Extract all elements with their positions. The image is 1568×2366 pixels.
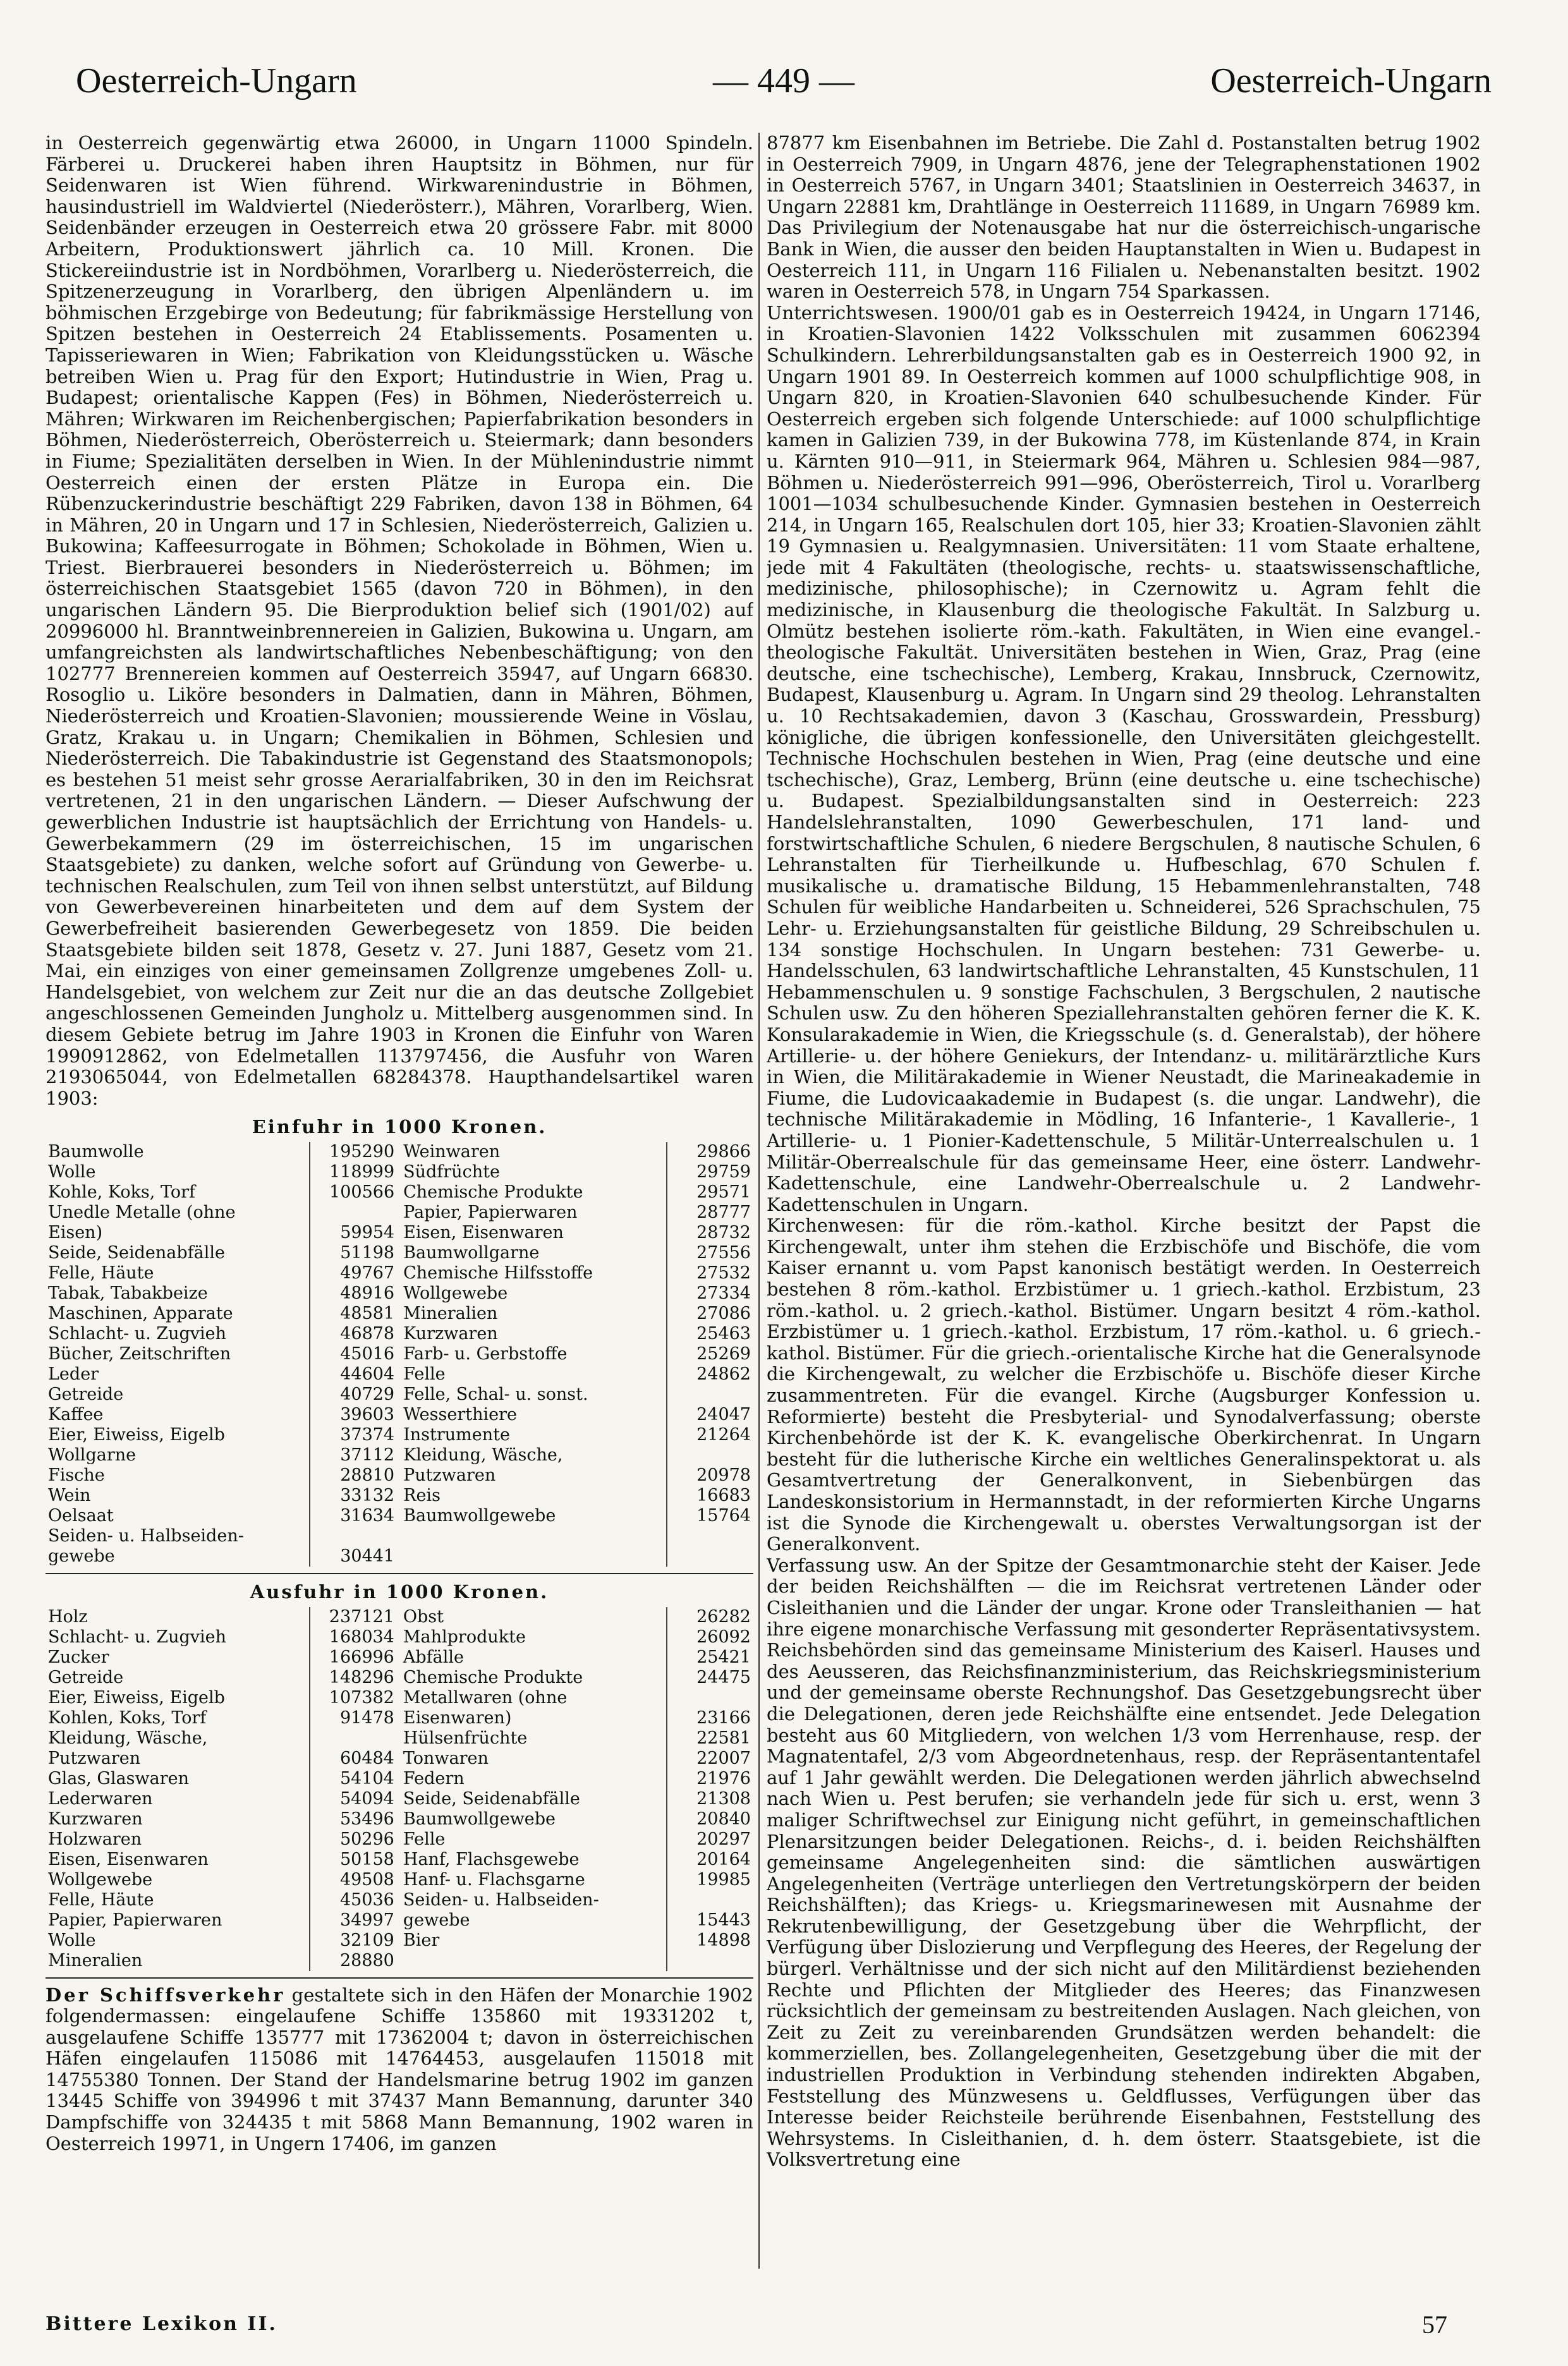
trade-item-value (667, 1546, 753, 1567)
trade-item-name: Eisen, Eisenwaren (48, 1849, 209, 1869)
trade-item-value: 195290 (310, 1142, 401, 1162)
constitution-paragraph: Verfassung usw. An der Spitze der Gesamtmonarchie steht der Kaiser. Jede der beiden Reichshälften — die im Reichsrat vertretenen Länder oder Cisleithanien und die Länder der ungar. Krone oder Transleithanien — hat ihre eigene monarchische Verfassung mit gesonderter Repräsentativsystem. Reichsbehörden sind das gemeinsame Ministerium des Kaiserl. Hauses und des Aeusseren, das Reichsfinanzministerium, das Reichskriegsministerium und der gemeinsame oberste Rechnungshof. Das Gesetzgebungsrecht über die Delegationen, deren jede Reichshälfte eine entsendet. Jede Delegation besteht aus 60 Mitgliedern, von welchen 1/3 vom Herrenhause, resp. der Magnatentafel, 2/3 vom Abgeordnetenhaus, resp. der Repräsentantentafel auf 1 Jahr gewählt werden. Die Delegationen werden jährlich abwechselnd nach Wien u. Pest berufen; sie verhandeln jede für sich u. erst, wenn 3 maliger Schriftwechsel zur Einigung nicht geführt, in gemeinschaftlichen Plenarsitzungen beider Delegationen. Reichs-, d. i. beiden Reichshälften gemeinsame Angelegenheiten sind: die sämtlichen auswärtigen Angelegenheiten (Verträge unterliegen den Vertretungskörpern der beiden Reichshälften); das Kriegs- u. Kriegsmarinewesen mit Ausnahme der Rekrutenbewilligung, der Gesetzgebung über die Wehrpflicht, der Verfügung über Dislozierung und Verpflegung des Heeres, der Regelung der bürgerl. Verhältnisse und der sich nicht auf den Militärdienst beziehenden Rechte und Pflichten der Mitglieder des Heeres; das Finanzwesen rücksichtlich der gemeinsam zu bestreitenden Auslagen. Nach gleichen, von Zeit zu Zeit zu vereinbarenden Grundsätzen werden behandelt: die kommerziellen, bes. Zollangelegenheiten, Gesetzgebung über die mit der industriellen Produktion in Verbindung stehenden indirekten Abgaben, Feststellung des Münzwesens u. Geldflusses, Verfügungen über das Interesse beider Reichsteile berührende Eisenbahnen, Feststellung des Wehrsystems. In Cisleithanien, d. h. dem österr. Staatsgebiete, ist die Volksvertretung eine (767, 1554, 1481, 2171)
trade-item-name: Seide, Seidenabfälle (403, 1788, 580, 1809)
table-divider (46, 1573, 753, 1574)
trade-item-name: Tonwaren (403, 1748, 489, 1768)
trade-item-value (667, 1890, 753, 1910)
table-row (46, 1809, 753, 1829)
trade-item-name (401, 1951, 667, 1971)
trade-item-value: 31634 (310, 1506, 401, 1526)
trade-item-value: 45036 (310, 1890, 401, 1910)
trade-item-value: 168034 (310, 1627, 401, 1647)
trade-item-name: Wolle (48, 1930, 96, 1950)
trade-item-value: 23166 (667, 1708, 753, 1728)
trade-item-value: 148296 (310, 1668, 401, 1688)
trade-item-value: 27556 (667, 1243, 753, 1263)
trade-item-name: Hanf, Flachsgewebe (403, 1849, 580, 1869)
trade-item-value: 28880 (310, 1951, 401, 1971)
trade-item-value: 37374 (310, 1425, 401, 1445)
trade-item-name: Baumwollgarne (403, 1242, 540, 1263)
trade-item-name: Oelsaat (48, 1505, 114, 1526)
trade-item-value: 237121 (310, 1607, 401, 1627)
table-row (46, 1931, 753, 1951)
trade-item-name: Kurzwaren (48, 1809, 143, 1829)
table-row (46, 1203, 753, 1223)
right-column (767, 133, 1481, 2300)
trade-item-name: Lederwaren (48, 1788, 153, 1809)
table-row (46, 1668, 753, 1688)
trade-item-value: 25463 (667, 1324, 753, 1344)
trade-item-value: 29571 (667, 1182, 753, 1203)
trade-item-value: 28777 (667, 1203, 753, 1223)
trade-item-name: Metallwaren (ohne (403, 1687, 568, 1708)
trade-item-name: Papier, Papierwaren (403, 1202, 578, 1222)
shipping-text: gestaltete sich in den Häfen der Monarchie 1902 folgendermassen: eingelaufene Schiffe 135860 mit 19331202 t, ausgelaufene Schiffe 135777 mit 17362004 t; davon in österreichischen Häfen eingelaufen 115086 mit 14764453, ausgelaufen 115018 mit 14755380 Tonnen. Der Stand der Handelsmarine betrug 1902 im ganzen 13445 Schiffe von 394996 t mit 37437 Mann Bemannung, darunter 340 Dampfschiffe von 324435 t mit 5868 Mann Bemannung, 1902 waren in Oesterreich 19971, in Ungern 17406, im ganzen (46, 1984, 753, 2154)
trade-item-value: 60484 (310, 1749, 401, 1769)
trade-item-name: Mineralien (48, 1950, 143, 1970)
trade-item-value: 46878 (310, 1324, 401, 1344)
table-row (46, 1607, 753, 1627)
trade-item-value: 166996 (310, 1647, 401, 1668)
table-row (46, 1385, 753, 1405)
trade-item-name: Eier, Eiweiss, Eigelb (48, 1424, 225, 1445)
table-row (46, 1324, 753, 1344)
trade-item-name: Bier (403, 1930, 440, 1950)
trade-item-name: Fische (48, 1465, 105, 1485)
trade-item-value: 27532 (667, 1263, 753, 1283)
table-row (46, 1749, 753, 1769)
trade-item-value: 37112 (310, 1445, 401, 1465)
trade-item-value: 48916 (310, 1283, 401, 1304)
trade-item-name: gewebe (48, 1546, 115, 1566)
table-row (46, 1850, 753, 1870)
trade-item-value: 20297 (667, 1829, 753, 1850)
trade-item-value: 14898 (667, 1931, 753, 1951)
header-left-title: Oesterreich-Ungarn (76, 61, 357, 100)
trade-item-name: Leder (48, 1364, 99, 1384)
trade-item-value: 44604 (310, 1364, 401, 1385)
trade-item-value: 34997 (310, 1910, 401, 1931)
trade-item-value: 19985 (667, 1870, 753, 1890)
trade-item-name: Eier, Eiweiss, Eigelb (48, 1687, 225, 1708)
trade-item-name: Bücher, Zeitschriften (48, 1344, 231, 1364)
trade-item-name: Chemische Produkte (403, 1667, 583, 1687)
trade-item-value: 15764 (667, 1506, 753, 1526)
trade-item-value: 25421 (667, 1647, 753, 1668)
trade-item-name: Wesserthiere (403, 1404, 517, 1424)
trade-item-value: 20164 (667, 1850, 753, 1870)
trade-item-value: 49508 (310, 1870, 401, 1890)
trade-item-value: 24475 (667, 1668, 753, 1688)
trade-item-value (310, 1203, 401, 1223)
trade-item-name: Felle, Schal- u. sonst. (403, 1384, 588, 1404)
table-row (46, 1526, 753, 1546)
table-row (46, 1142, 753, 1162)
export-table (46, 1607, 753, 1971)
trade-item-name: Eisen) (48, 1222, 103, 1242)
trade-item-name: Getreide (48, 1667, 124, 1687)
trade-item-value (667, 1445, 753, 1465)
trade-item-value: 24862 (667, 1364, 753, 1385)
trade-item-name: Kleidung, Wäsche, (403, 1445, 563, 1465)
trade-item-name: Putzwaren (48, 1748, 141, 1768)
table-row (46, 1728, 753, 1749)
trade-item-name: Maschinen, Apparate (48, 1303, 233, 1323)
trade-item-value: 28732 (667, 1223, 753, 1243)
table-row (46, 1364, 753, 1385)
trade-item-value: 21976 (667, 1769, 753, 1789)
table-row (46, 1688, 753, 1708)
transport-paragraph: 87877 km Eisenbahnen im Betriebe. Die Zahl d. Postanstalten betrug 1902 in Oesterreich 7909, in Ungarn 4876, jene der Telegraphenstationen 1902 in Oesterreich 5767, in Ungarn 3401; Staatslinien in Oesterreich 34637, in Ungarn 22881 km, Drahtlänge in Oesterreich 111689, in Ungarn 76989 km. Das Privilegium der Notenausgabe hat nur die österreichisch-ungarische Bank in Wien, die ausser den beiden Hauptanstalten in Wien u. Budapest in Oesterreich 111, in Ungarn 116 Filialen u. Nebenanstalten besitzt. 1902 waren in Oesterreich 578, in Ungarn 754 Sparkassen. (767, 133, 1481, 303)
trade-item-name: Wollgewebe (48, 1869, 153, 1890)
table-row (46, 1506, 753, 1526)
table-row (46, 1870, 753, 1890)
trade-item-name: Kaffee (48, 1404, 104, 1424)
table-row (46, 1910, 753, 1931)
trade-item-value: 48581 (310, 1304, 401, 1324)
table-row (46, 1425, 753, 1445)
trade-item-value: 22007 (667, 1749, 753, 1769)
trade-item-value: 29866 (667, 1142, 753, 1162)
trade-item-name: Südfrüchte (403, 1162, 500, 1182)
trade-item-name: Wollgarne (48, 1445, 137, 1465)
trade-item-name: Seiden- u. Halbseiden- (48, 1526, 244, 1546)
shipping-lead: Der Schiffsverkehr (46, 1984, 286, 2006)
trade-item-name: Felle (403, 1364, 446, 1384)
running-header (76, 61, 1492, 118)
trade-item-name: Seide, Seidenabfälle (48, 1242, 226, 1263)
table-row (46, 1647, 753, 1668)
header-right-title: Oesterreich-Ungarn (1210, 61, 1492, 100)
trade-item-value: 21308 (667, 1789, 753, 1809)
trade-item-name: Baumwolle (48, 1141, 144, 1162)
trade-item-value: 27086 (667, 1304, 753, 1324)
trade-item-name: Wein (48, 1485, 91, 1505)
trade-item-name: Mahlprodukte (403, 1627, 526, 1647)
trade-item-value: 118999 (310, 1162, 401, 1182)
trade-item-name: Wolle (48, 1162, 96, 1182)
trade-item-value (310, 1728, 401, 1749)
trade-item-name: Hanf- u. Flachsgarne (403, 1869, 585, 1890)
trade-item-name: Weinwaren (403, 1141, 501, 1162)
trade-item-value: 53496 (310, 1809, 401, 1829)
table-row (46, 1829, 753, 1850)
trade-item-value: 32109 (310, 1931, 401, 1951)
table-row (46, 1890, 753, 1910)
trade-item-name: Felle, Häute (48, 1890, 154, 1910)
table-row (46, 1546, 753, 1567)
trade-item-name: Abfälle (403, 1647, 464, 1667)
trade-item-name: Hülsenfrüchte (403, 1728, 528, 1748)
trade-item-value: 107382 (310, 1688, 401, 1708)
trade-item-value: 54094 (310, 1789, 401, 1809)
trade-item-name: Unedle Metalle (ohne (48, 1202, 236, 1222)
table-row (46, 1951, 753, 1971)
trade-item-name: Felle, Häute (48, 1263, 154, 1283)
trade-item-name: Eisen, Eisenwaren (403, 1222, 564, 1242)
table-row (46, 1162, 753, 1182)
trade-item-value: 22581 (667, 1728, 753, 1749)
trade-item-value: 40729 (310, 1385, 401, 1405)
table-row (46, 1243, 753, 1263)
trade-item-name: Putzwaren (403, 1465, 496, 1485)
table-row (46, 1283, 753, 1304)
trade-item-name: Getreide (48, 1384, 124, 1404)
trade-item-name: Tabak, Tabakbeize (48, 1283, 208, 1303)
trade-item-value (667, 1385, 753, 1405)
trade-item-name: Zucker (48, 1647, 109, 1667)
trade-item-value: 91478 (310, 1708, 401, 1728)
trade-item-name: Reis (403, 1485, 441, 1505)
table-row (46, 1445, 753, 1465)
trade-item-name: Mineralien (403, 1303, 498, 1323)
table-row (46, 1789, 753, 1809)
trade-item-value: 24047 (667, 1405, 753, 1425)
trade-item-value: 59954 (310, 1223, 401, 1243)
trade-item-name: Chemische Hilfsstoffe (403, 1263, 593, 1283)
trade-item-name: Schlacht- u. Zugvieh (48, 1627, 227, 1647)
footer-sheet-number: 57 (1422, 2310, 1447, 2339)
trade-item-name (401, 1546, 667, 1567)
trade-item-value (667, 1526, 753, 1546)
table-row (46, 1708, 753, 1728)
trade-item-value: 50296 (310, 1829, 401, 1850)
trade-item-value: 15443 (667, 1910, 753, 1931)
trade-item-value: 54104 (310, 1769, 401, 1789)
table-row (46, 1223, 753, 1243)
trade-item-value (667, 1688, 753, 1708)
table-row (46, 1182, 753, 1203)
trade-item-name: Instrumente (403, 1424, 510, 1445)
trade-item-name: Holzwaren (48, 1829, 142, 1849)
table-divider (46, 1977, 753, 1979)
import-table (46, 1142, 753, 1567)
trade-item-name: Obst (403, 1606, 444, 1627)
trade-item-value: 20978 (667, 1465, 753, 1486)
table-row (46, 1304, 753, 1324)
trade-item-value: 49767 (310, 1263, 401, 1283)
page-number: — 449 — (713, 61, 854, 100)
trade-item-value: 39603 (310, 1405, 401, 1425)
trade-item-name: Baumwollgewebe (403, 1809, 556, 1829)
footer-source: Bittere Lexikon II. (46, 2313, 277, 2335)
trade-item-name (401, 1526, 667, 1546)
trade-item-value: 20840 (667, 1809, 753, 1829)
trade-item-value: 29759 (667, 1162, 753, 1182)
trade-item-name: Kleidung, Wäsche, (48, 1728, 208, 1748)
trade-item-value: 30441 (310, 1546, 401, 1567)
export-table-title: Ausfuhr in 1000 Kronen. (250, 1580, 549, 1603)
table-row (46, 1465, 753, 1486)
trade-item-name: Kurzwaren (403, 1323, 498, 1344)
trade-item-value: 45016 (310, 1344, 401, 1364)
trade-item-value (667, 1951, 753, 1971)
trade-item-name: Papier, Papierwaren (48, 1910, 222, 1930)
shipping-paragraph (46, 1985, 753, 2155)
trade-item-name: Eisenwaren) (403, 1708, 512, 1728)
column-divider (758, 133, 760, 2269)
trade-item-value: 21264 (667, 1425, 753, 1445)
import-table-title: Einfuhr in 1000 Kronen. (252, 1116, 547, 1138)
trade-item-value: 25269 (667, 1344, 753, 1364)
trade-item-value: 27334 (667, 1283, 753, 1304)
table-row (46, 1769, 753, 1789)
table-row (46, 1344, 753, 1364)
church-paragraph: Kirchenwesen: für die röm.-kathol. Kirche besitzt der Papst die Kirchengewalt, unter ihm stehen die Erzbischöfe und Bischöfe, die vom Kaiser ernannt u. vom Papst kanonisch bestätigt werden. In Oesterreich bestehen 8 röm.-kathol. Erzbistümer u. 1 griech.-kathol. Erzbistum, 23 röm.-kathol. u. 2 griech.-kathol. Bistümer. Ungarn besitzt 4 röm.-kathol. Erzbistümer u. 1 griech.-kathol. Erzbistum, 17 röm.-kathol. u. 6 griech.-kathol. Bistümer. Für die griech.-orientalische Kirche hat die Generalsynode die Kirchengewalt, zu welcher die Erzbischöfe u. Bischöfe dieser Kirche zusammentreten. Für die evangel. Kirche (Augsburger Konfession u. Reformierte) besteht die Presbyterial- und Synodalverfassung; oberste Kirchenbehörde ist der K. K. evangelische Oberkirchenrat. In Ungarn besteht für die lutherische Kirche ein weltliches Generalinspektorat u. als Gesamtvertretung der Generalkonvent, in Siebenbürgen das Landeskonsistorium in Hermannstadt, in der reformierten Kirche Ungarns ist die Synode die Kirchengewalt u. oberstes Verwaltungsorgan ist der Generalkonvent. (767, 1215, 1481, 1555)
table-row (46, 1405, 753, 1425)
trade-item-value: 26092 (667, 1627, 753, 1647)
industry-paragraph: in Oesterreich gegenwärtig etwa 26000, in Ungarn 11000 Spindeln. Färberei u. Druckerei haben ihren Hauptsitz in Böhmen, nur für Seidenwaren ist Wien führend. Wirkwarenindustrie in Böhmen, hausindustriell im Waldviertel (Niederösterr.), Mähren, Vorarlberg, Wien. Seidenbänder erzeugen in Oesterreich etwa 20 grössere Fabr. mit 8000 Arbeitern, Produktionswert jährlich ca. 10 Mill. Kronen. Die Stickereiindustrie ist in Nordböhmen, Vorarlberg u. Niederösterreich, die Spitzenerzeugung in Vorarlberg, den übrigen Alpenländern u. im böhmischen Erzgebirge von Bedeutung; für fabrikmässige Herstellung von Spitzen bestehen in Oesterreich 24 Etablissements. Posamenten u. Tapisseriewaren in Wien; Fabrikation von Kleidungsstücken u. Wäsche betreiben Wien u. Prag für den Export; Hutindustrie in Wien, Prag u. Budapest; orientalische Kappen (Fes) in Böhmen, Niederösterreich u. Mähren; Wirkwaren im Reichenbergischen; Papierfabrikation besonders in Böhmen, Niederösterreich, Oberösterreich u. Steiermark; dann besonders in Fiume; Spezialitäten derselben in Wien. In der Mühlenindustrie nimmt Oesterreich einen der ersten Plätze in Europa ein. Die Rübenzuckerindustrie beschäftigt 229 Fabriken, davon 138 in Böhmen, 64 in Mähren, 20 in Ungarn und 17 in Schlesien, Niederösterreich, Galizien u. Bukowina; Kaffeesurrogate in Böhmen; Schokolade in Böhmen, Wien u. Triest. Bierbrauerei besonders in Niederösterreich u. Böhmen; im österreichischen Staatsgebiet 1565 (davon 720 in Böhmen), in den ungarischen Ländern 95. Die Bierproduktion belief sich (1901/02) auf 20996000 hl. Branntweinbrennereien in Galizien, Bukowina u. Ungarn, am umfangreichsten als landwirtschaftliches Nebenbeschäftigung; von den 102777 Brennereien kommen auf Oesterreich 35947, auf Ungarn 66830. Rosoglio u. Liköre besonders in Dalmatien, dann in Mähren, Böhmen, Niederösterreich und Kroatien-Slavonien; moussierende Weine in Vöslau, Gratz, Krakau u. in Ungarn; Chemikalien in Böhmen, Schlesien und Niederösterreich. Die Tabakindustrie ist Gegenstand des Staatsmonopols; es bestehen 51 meist sehr grosse Aerarialfabriken, 30 in den im Reichsrat vertretenen, 21 in den ungarischen Ländern. — Dieser Aufschwung der gewerblichen Industrie ist hauptsächlich der Errichtung von Handels- u. Gewerbekammern (29 im österreichischen, 15 im ungarischen Staatsgebiete) zu danken, welche sofort auf Gründung von Gewerbe- u. technischen Realschulen, zum Teil von ihnen selbst unterstützt, auf Bildung von Gewerbevereinen hinarbeiteten und dem auf dem System der Gewerbefreiheit basierenden Gewerbegesetz von 1859. Die beiden Staatsgebiete bilden seit 1878, Gesetz v. 27. Juni 1887, Gesetz vom 21. Mai, ein einziges von einer gemeinsamen Zollgrenze umgebenes Zoll- u. Handelsgebiet, von welchem zur Zeit nur die an das deutsche Zollgebiet angeschlossenen Gemeinden Jungholz u. Mittelberg ausgenommen sind. In diesem Gebiete betrug im Jahre 1903 in Kronen die Einfuhr von Waren 1990912862, von Edelmetallen 113797456, die Ausfuhr von Waren 2193065044, von Edelmetallen 68284378. Haupthandelsartikel waren 1903: (46, 133, 753, 1109)
trade-item-name: Felle (403, 1829, 446, 1849)
trade-item-name: Farb- u. Gerbstoffe (403, 1344, 568, 1364)
trade-item-value (310, 1526, 401, 1546)
trade-item-value: 16683 (667, 1486, 753, 1506)
education-paragraph: Unterrichtswesen. 1900/01 gab es in Oesterreich 19424, in Ungarn 17146, in Kroatien-Slavonien 1422 Volksschulen mit zusammen 6062394 Schulkindern. Lehrerbildungsanstalten gab es in Oesterreich 1900 92, in Ungarn 1901 89. In Oesterreich kommen auf 1000 schulpflichtige 908, in Ungarn 820, in Kroatien-Slavonien 640 schulbesuchende Kinder. Für Oesterreich ergeben sich folgende Unterschiede: auf 1000 schulpflichtige kamen in Galizien 739, in der Bukowina 778, im Küstenlande 874, in Krain u. Kärnten 910—911, in Steiermark 964, Mähren u. Schlesien 984—987, Böhmen u. Niederösterreich 991—996, Oberösterreich, Tirol u. Vorarlberg 1001—1034 schulbesuchende Kinder. Gymnasien bestehen in Oesterreich 214, in Ungarn 165, Realschulen dort 105, hier 33; Kroatien-Slavonien zählt 19 Gymnasien u. Realgymnasien. Universitäten: 11 vom Staate erhaltene, jede mit 4 Fakultäten (theologische, rechts- u. staatswissenschaftliche, medizinische, philosophische); in Czernowitz u. Agram fehlt die medizinische, in Klausenburg die theologische Fakultät. In Salzburg u. Olmütz bestehen isolierte röm.-kath. Fakultäten, in Wien eine evangel.-theologische Fakultät. Universitäten bestehen in Wien, Graz, Prag (eine deutsche, eine tschechische), Lemberg, Krakau, Innsbruck, Czernowitz, Budapest, Klausenburg u. Agram. In Ungarn sind 29 theolog. Lehranstalten u. 10 Rechtsakademien, davon 3 (Kaschau, Grosswardein, Pressburg) königliche, die übrigen konfessionelle, den Universitäten gleichgestellt. Technische Hochschulen bestehen in Wien, Prag (eine deutsche und eine tschechische), Graz, Lemberg, Brünn (eine deutsche u. eine tschechische) u. Budapest. Spezialbildungsanstalten sind in Oesterreich: 223 Handelslehranstalten, 1090 Gewerbeschulen, 171 land- und forstwirtschaftliche Schulen, 6 niedere Bergschulen, 8 nautische Schulen, 6 Lehranstalten für Tierheilkunde u. Hufbeschlag, 670 Schulen f. musikalische u. dramatische Bildung, 15 Hebammenlehranstalten, 748 Schulen für weibliche Handarbeiten u. Schneiderei, 526 Sprachschulen, 75 Lehr- u. Erziehungsanstalten für geistliche Bildung, 29 Schreibschulen u. 134 sonstige Hochschulen. In Ungarn bestehen: 731 Gewerbe- u. Handelsschulen, 63 landwirtschaftliche Lehranstalten, 45 Kunstschulen, 11 Hebammenschulen u. 9 sonstige Fachschulen, 3 Bergschulen, 2 nautische Schulen usw. Zu den höheren Speziallehranstalten gehören ferner die K. K. Konsularakademie in Wien, die Kriegsschule (s. d. Generalstab), der höhere Artillerie- u. der höhere Geniekurs, der Intendanz- u. militärärztliche Kurs in Wien, die Militärakademie in Wiener Neustadt, die Marineakademie in Fiume, die Ludovicaakademie in Budapest (s. die ungar. Landwehr), die technische Militärakademie in Mödling, 16 Infanterie-, 1 Kavallerie-, 1 Artillerie- u. 1 Pionier-Kadettenschule, 5 Militär-Unterrealschulen u. 1 Militär-Oberrealschule für das gemeinsame Heer, eine österr. Landwehr-Kadettenschule, eine Landwehr-Oberrealschule u. 2 Landwehr-Kadettenschulen in Ungarn. (767, 301, 1481, 1215)
trade-item-name: Schlacht- u. Zugvieh (48, 1323, 227, 1344)
trade-item-name: Federn (403, 1768, 465, 1788)
left-column (46, 133, 753, 2300)
trade-item-name: Chemische Produkte (403, 1182, 583, 1202)
trade-item-value: 50158 (310, 1850, 401, 1870)
trade-item-name: Kohle, Koks, Torf (48, 1182, 196, 1202)
trade-item-value: 26282 (667, 1607, 753, 1627)
trade-item-name: gewebe (403, 1910, 470, 1930)
trade-item-value: 28810 (310, 1465, 401, 1486)
trade-item-name: Seiden- u. Halbseiden- (403, 1890, 599, 1910)
table-row (46, 1486, 753, 1506)
trade-item-name: Glas, Glaswaren (48, 1768, 189, 1788)
trade-item-value: 33132 (310, 1486, 401, 1506)
trade-item-name: Wollgewebe (403, 1283, 508, 1303)
trade-item-value: 51198 (310, 1243, 401, 1263)
table-row (46, 1263, 753, 1283)
trade-item-value: 100566 (310, 1182, 401, 1203)
trade-item-name: Holz (48, 1606, 88, 1627)
trade-item-name: Baumwollgewebe (403, 1505, 556, 1526)
trade-item-name: Kohlen, Koks, Torf (48, 1708, 207, 1728)
table-row (46, 1627, 753, 1647)
